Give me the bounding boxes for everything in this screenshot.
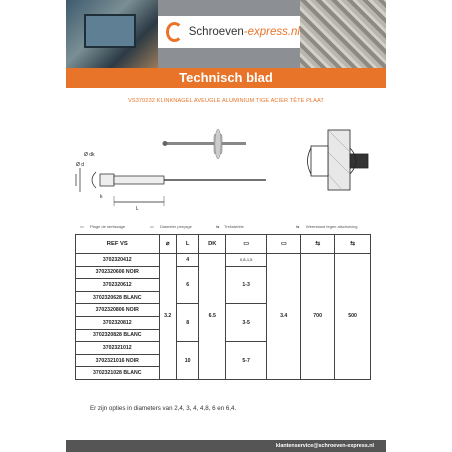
cell-drill: 3.4 <box>267 254 301 380</box>
cell-range: 3-5 <box>226 304 267 342</box>
header-diameter-icon: ⌀ <box>159 235 176 254</box>
rivet-dimension-drawing <box>76 168 266 206</box>
cell-ref: 3702321012 <box>76 342 160 355</box>
cell-ref: 3702320828 BLANC <box>76 329 160 342</box>
header-ref: REF VS <box>76 235 160 254</box>
header-range-icon: ▭ <box>226 235 267 254</box>
installed-rivet-section <box>308 130 369 190</box>
footer-email[interactable]: klantenservice@schroeven-express.nl <box>275 443 374 449</box>
legend-shear: Treksterkte <box>224 224 244 229</box>
legend-diameter-icon: ▭ <box>150 224 154 229</box>
header-banner <box>66 0 386 68</box>
cell-shear: 700 <box>301 254 335 380</box>
cell-range: 1-3 <box>226 266 267 304</box>
product-subtitle: VS370232 KLINKNAGEL AVEUGLE ALUMINIUM TIGE ACIER TÊTE PLAAT <box>128 98 324 104</box>
table-header-row <box>76 235 371 254</box>
header-shear-icon: ⇆ <box>301 235 335 254</box>
cell-ref: 3702321028 BLANC <box>76 367 160 380</box>
footer <box>66 440 386 452</box>
rivet-photo <box>163 129 247 159</box>
cell-diameter: 3.2 <box>159 254 176 380</box>
cell-L: 8 <box>176 304 199 342</box>
cell-range: 0,8-1,5 <box>226 254 267 267</box>
cell-ref: 3702321016 NOIR <box>76 354 160 367</box>
header-photo-tools <box>66 0 158 68</box>
cell-ref: 3702320628 BLANC <box>76 291 160 304</box>
cell-range: 5-7 <box>226 342 267 380</box>
legend-tensile: Weerstand tegen afschuiving <box>306 224 358 229</box>
cell-L: 10 <box>176 342 199 380</box>
logo <box>158 16 300 48</box>
legend <box>66 222 386 232</box>
cell-L: 4 <box>176 254 199 267</box>
cell-ref: 3702320812 <box>76 316 160 329</box>
legend-diameter: Diameter perçage <box>160 224 192 229</box>
label-dk: Ø dk <box>84 152 95 158</box>
spec-table <box>75 234 371 380</box>
cell-tensile: 500 <box>335 254 371 380</box>
legend-shear-icon: ⇆ <box>216 224 220 229</box>
header-tensile-icon: ⇆ <box>335 235 371 254</box>
legend-break: Plage de sertissage <box>90 224 126 229</box>
cell-ref: 3702320806 NOIR <box>76 304 160 317</box>
cell-ref: 3702320612 <box>76 279 160 292</box>
cell-ref: 3702320412 <box>76 254 160 267</box>
cell-L: 6 <box>176 266 199 304</box>
header-dk: DK <box>199 235 226 254</box>
logo-text: Schroeven-express.nl <box>188 26 300 38</box>
cell-ref: 3702320606 NOIR <box>76 266 160 279</box>
header-drill-icon: ▭ <box>267 235 301 254</box>
label-d: Ø d <box>76 162 85 168</box>
label-L: L <box>136 206 139 212</box>
technical-drawing <box>66 108 386 218</box>
label-k: k <box>100 194 103 200</box>
legend-tensile-icon: ⇆ <box>296 224 300 229</box>
cell-dk: 6.5 <box>199 254 226 380</box>
header-photo-screws <box>300 0 386 68</box>
logo-mark-icon <box>166 22 183 42</box>
diameter-options-note: Er zijn opties in diameters van 2,4, 3, 4, 4,8, 6 en 6,4. <box>90 405 237 412</box>
table-row <box>76 254 371 267</box>
legend-break-icon: ▭ <box>80 224 84 229</box>
page-title: Technisch blad <box>66 68 386 88</box>
header-L: L <box>176 235 199 254</box>
